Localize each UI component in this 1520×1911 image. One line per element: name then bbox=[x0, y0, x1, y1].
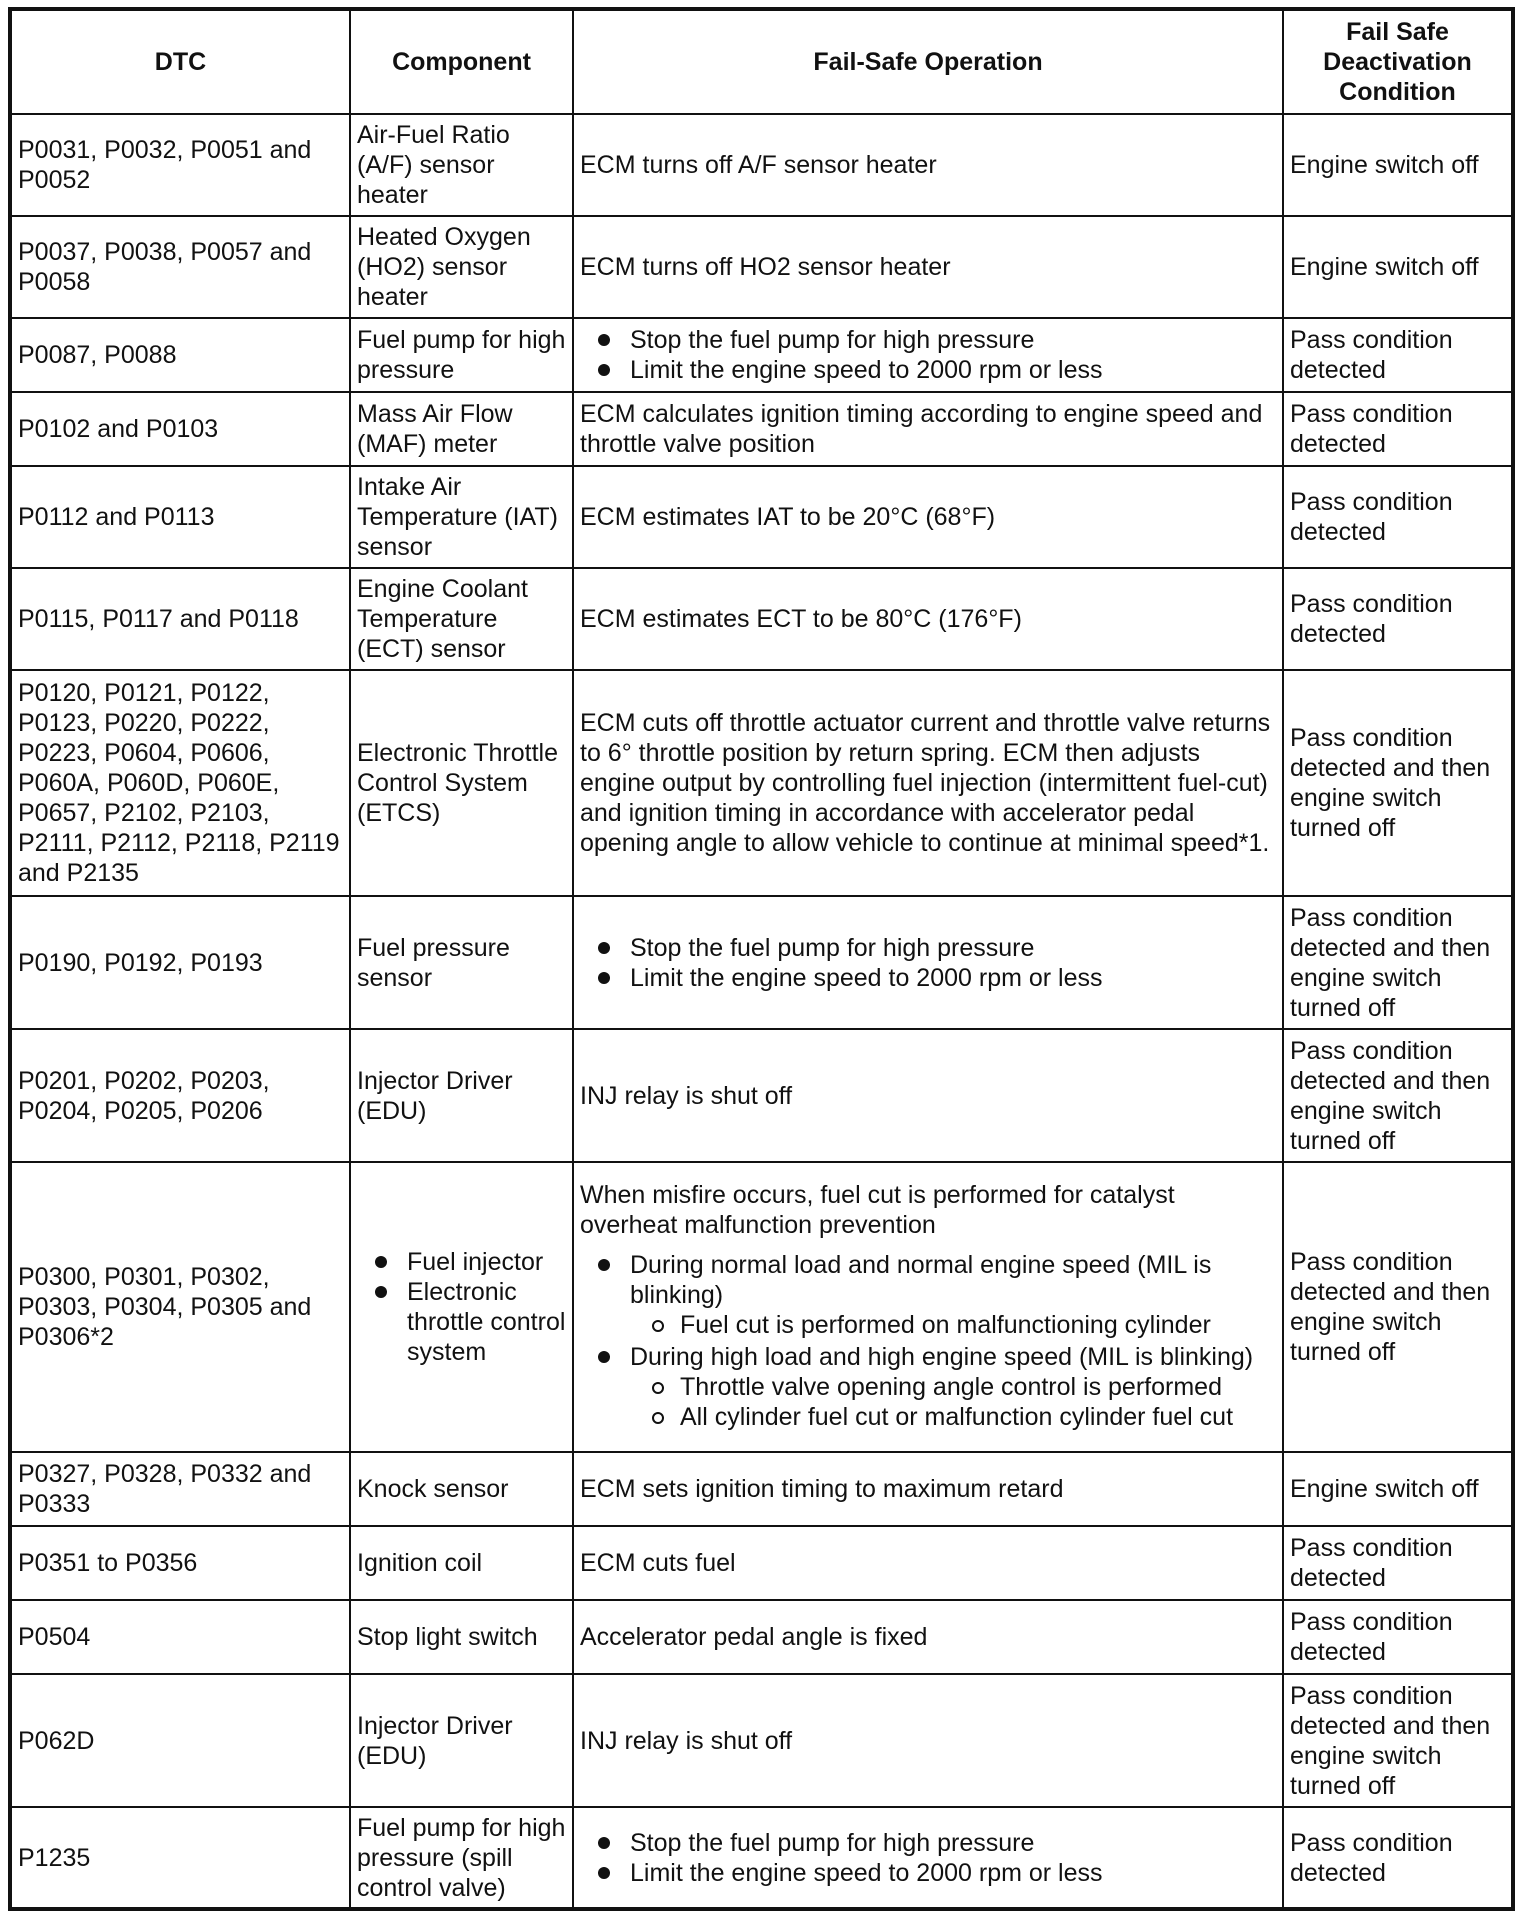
deactivation-cell: Engine switch off bbox=[1283, 216, 1513, 318]
operation-cell: ECM calculates ignition timing according to engine speed and throttle valve position bbox=[573, 392, 1283, 466]
operation-bullet-list bbox=[580, 933, 1276, 993]
operation-bullet-list bbox=[580, 1250, 1276, 1434]
deactivation-cell: Pass condition detected and then engine switch turned off bbox=[1283, 1029, 1513, 1162]
table-row bbox=[10, 216, 1513, 318]
header-deactivation: Fail Safe Deactivation Condition bbox=[1283, 9, 1513, 114]
dtc-cell: P0102 and P0103 bbox=[10, 392, 350, 466]
component-cell: Ignition coil bbox=[350, 1526, 573, 1600]
sub-list-item: Fuel cut is performed on malfunctioning cylinder bbox=[630, 1310, 1276, 1340]
component-cell: Electronic Throttle Control System (ETCS) bbox=[350, 670, 573, 896]
dtc-cell: P0504 bbox=[10, 1600, 350, 1674]
dtc-cell: P1235 bbox=[10, 1807, 350, 1909]
operation-cell bbox=[573, 1162, 1283, 1452]
operation-cell: ECM estimates ECT to be 80°C (176°F) bbox=[573, 568, 1283, 670]
operation-cell: ECM turns off A/F sensor heater bbox=[573, 114, 1283, 216]
header-dtc: DTC bbox=[10, 9, 350, 114]
component-cell: Fuel pump for high pressure (spill control valve) bbox=[350, 1807, 573, 1909]
table-row bbox=[10, 896, 1513, 1029]
list-item: Limit the engine speed to 2000 rpm or less bbox=[592, 963, 1276, 993]
deactivation-cell: Pass condition detected and then engine switch turned off bbox=[1283, 896, 1513, 1029]
operation-cell: ECM turns off HO2 sensor heater bbox=[573, 216, 1283, 318]
operation-bullet-list bbox=[580, 325, 1276, 385]
fail-safe-table bbox=[8, 7, 1515, 1911]
deactivation-cell: Engine switch off bbox=[1283, 114, 1513, 216]
table-row bbox=[10, 1526, 1513, 1600]
component-cell: Engine Coolant Temperature (ECT) sensor bbox=[350, 568, 573, 670]
deactivation-cell: Pass condition detected bbox=[1283, 568, 1513, 670]
dtc-cell: P0120, P0121, P0122, P0123, P0220, P0222, P0223, P0604, P0606, P060A, P060D, P060E, P0657, P2102, P2103, P2111, P2112, P2118, P2119 and P2135 bbox=[10, 670, 350, 896]
dtc-cell: P0201, P0202, P0203, P0204, P0205, P0206 bbox=[10, 1029, 350, 1162]
component-cell: Injector Driver (EDU) bbox=[350, 1674, 573, 1807]
table-row bbox=[10, 1807, 1513, 1909]
table-row bbox=[10, 1600, 1513, 1674]
dtc-cell: P0300, P0301, P0302, P0303, P0304, P0305 and P0306*2 bbox=[10, 1162, 350, 1452]
deactivation-cell: Pass condition detected bbox=[1283, 1807, 1513, 1909]
operation-intro: When misfire occurs, fuel cut is performed for catalyst overheat malfunction prevention bbox=[580, 1181, 1175, 1239]
dtc-cell: P0190, P0192, P0193 bbox=[10, 896, 350, 1029]
dtc-cell: P0115, P0117 and P0118 bbox=[10, 568, 350, 670]
deactivation-cell: Pass condition detected and then engine switch turned off bbox=[1283, 1162, 1513, 1452]
list-item: Limit the engine speed to 2000 rpm or less bbox=[592, 355, 1276, 385]
list-item: Stop the fuel pump for high pressure bbox=[592, 1828, 1276, 1858]
deactivation-cell: Pass condition detected bbox=[1283, 1526, 1513, 1600]
dtc-cell: P0031, P0032, P0051 and P0052 bbox=[10, 114, 350, 216]
table-row bbox=[10, 1452, 1513, 1526]
component-cell: Mass Air Flow (MAF) meter bbox=[350, 392, 573, 466]
table-row bbox=[10, 1674, 1513, 1807]
operation-cell: INJ relay is shut off bbox=[573, 1029, 1283, 1162]
list-item: Electronic throttle control system bbox=[369, 1277, 566, 1367]
deactivation-cell: Pass condition detected and then engine switch turned off bbox=[1283, 670, 1513, 896]
list-item-text: During normal load and normal engine speed (MIL is blinking) bbox=[630, 1251, 1212, 1309]
list-item: Stop the fuel pump for high pressure bbox=[592, 325, 1276, 355]
operation-cell: ECM cuts fuel bbox=[573, 1526, 1283, 1600]
component-cell bbox=[350, 1162, 573, 1452]
sub-list bbox=[630, 1372, 1276, 1434]
table-row bbox=[10, 670, 1513, 896]
dtc-cell: P0087, P0088 bbox=[10, 318, 350, 392]
sub-list bbox=[630, 1310, 1276, 1342]
deactivation-cell: Pass condition detected bbox=[1283, 392, 1513, 466]
dtc-cell: P0112 and P0113 bbox=[10, 466, 350, 568]
list-item: Fuel injector bbox=[369, 1247, 566, 1277]
component-cell: Knock sensor bbox=[350, 1452, 573, 1526]
list-item bbox=[592, 1342, 1276, 1434]
table-row bbox=[10, 1162, 1513, 1452]
dtc-cell: P062D bbox=[10, 1674, 350, 1807]
header-component: Component bbox=[350, 9, 573, 114]
deactivation-cell: Pass condition detected bbox=[1283, 466, 1513, 568]
deactivation-cell: Engine switch off bbox=[1283, 1452, 1513, 1526]
operation-cell: ECM cuts off throttle actuator current and throttle valve returns to 6° throttle position by return spring. ECM then adjusts engine output by controlling fuel injection (intermittent fuel-cut) and ignition timing in accordance with accelerator pedal opening angle to allow vehicle to continue at minimal speed*1. bbox=[573, 670, 1283, 896]
operation-cell: INJ relay is shut off bbox=[573, 1674, 1283, 1807]
operation-cell bbox=[573, 896, 1283, 1029]
component-cell: Intake Air Temperature (IAT) sensor bbox=[350, 466, 573, 568]
operation-bullet-list bbox=[580, 1828, 1276, 1888]
list-item bbox=[592, 1250, 1276, 1342]
list-item: Limit the engine speed to 2000 rpm or less bbox=[592, 1858, 1276, 1888]
operation-cell bbox=[573, 318, 1283, 392]
component-cell: Fuel pump for high pressure bbox=[350, 318, 573, 392]
table-row bbox=[10, 318, 1513, 392]
component-cell: Air-Fuel Ratio (A/F) sensor heater bbox=[350, 114, 573, 216]
component-cell: Stop light switch bbox=[350, 1600, 573, 1674]
table-row bbox=[10, 1029, 1513, 1162]
operation-cell: Accelerator pedal angle is fixed bbox=[573, 1600, 1283, 1674]
deactivation-cell: Pass condition detected bbox=[1283, 1600, 1513, 1674]
operation-cell: ECM sets ignition timing to maximum retard bbox=[573, 1452, 1283, 1526]
deactivation-cell: Pass condition detected and then engine switch turned off bbox=[1283, 1674, 1513, 1807]
component-cell: Injector Driver (EDU) bbox=[350, 1029, 573, 1162]
sub-list-item: All cylinder fuel cut or malfunction cylinder fuel cut bbox=[630, 1402, 1276, 1432]
header-operation: Fail-Safe Operation bbox=[573, 9, 1283, 114]
list-item-text: During high load and high engine speed (MIL is blinking) bbox=[630, 1343, 1254, 1371]
component-bullet-list bbox=[357, 1247, 566, 1367]
list-item: Stop the fuel pump for high pressure bbox=[592, 933, 1276, 963]
table-row bbox=[10, 466, 1513, 568]
table-row bbox=[10, 392, 1513, 466]
dtc-cell: P0327, P0328, P0332 and P0333 bbox=[10, 1452, 350, 1526]
table-row bbox=[10, 568, 1513, 670]
dtc-cell: P0037, P0038, P0057 and P0058 bbox=[10, 216, 350, 318]
operation-cell: ECM estimates IAT to be 20°C (68°F) bbox=[573, 466, 1283, 568]
table-row bbox=[10, 114, 1513, 216]
table-header-row bbox=[10, 9, 1513, 114]
dtc-cell: P0351 to P0356 bbox=[10, 1526, 350, 1600]
sub-list-item: Throttle valve opening angle control is performed bbox=[630, 1372, 1276, 1402]
component-cell: Heated Oxygen (HO2) sensor heater bbox=[350, 216, 573, 318]
deactivation-cell: Pass condition detected bbox=[1283, 318, 1513, 392]
component-cell: Fuel pressure sensor bbox=[350, 896, 573, 1029]
operation-cell bbox=[573, 1807, 1283, 1909]
